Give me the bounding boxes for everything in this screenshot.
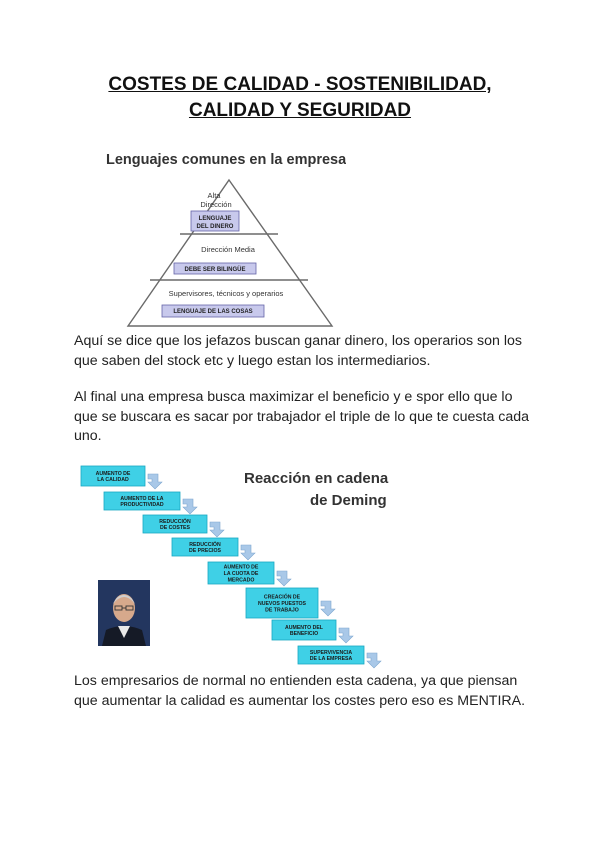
deming-step-text: PRODUCTIVIDAD (120, 502, 164, 509)
pyramid-mid-box-text: DEBE SER BILINGÜE (184, 267, 246, 273)
title-line-2: CALIDAD Y SEGURIDAD (188, 100, 412, 121)
deming-step-text: BENEFICIO (289, 631, 319, 638)
deming-step-text: DE COSTES (160, 525, 190, 532)
deming-step-text: REDUCCIÓN (189, 541, 221, 548)
deming-arrow (321, 601, 335, 616)
deming-title-line-1: Reacción en cadena (244, 470, 389, 487)
pyramid-top-label-2: Dirección (200, 200, 232, 209)
pyramid-diagram (96, 146, 346, 330)
deming-arrow (277, 571, 291, 586)
page-title (0, 72, 600, 124)
deming-portrait (98, 580, 150, 646)
deming-step-text: CREACIÓN DE (263, 594, 301, 601)
deming-arrow (367, 653, 381, 668)
deming-step-text: NUEVOS PUESTOS (257, 601, 307, 607)
deming-step-text: DE LA EMPRESA (309, 656, 353, 663)
pyramid-mid-label: Dirección Media (201, 245, 255, 254)
pyramid-heading: Lenguajes comunes en la empresa (106, 152, 346, 168)
deming-step-text: LA CUOTA DE (223, 571, 259, 577)
deming-step-text: LA CALIDAD (97, 477, 129, 484)
paragraph-3: Los empresarios de normal no entienden esta cadena, ya que piensan que aumentar la calidad es aumentar los costes pero eso es MENTIRA. (74, 673, 526, 709)
deming-arrow (241, 545, 255, 560)
deming-arrow (183, 499, 197, 514)
deming-step-text: REDUCCIÓN (159, 518, 191, 525)
pyramid-bottom-box-text: LENGUAJE DE LAS COSAS (173, 309, 253, 315)
portrait-image (98, 580, 150, 646)
deming-arrow (339, 628, 353, 643)
deming-arrow (210, 522, 224, 537)
paragraph-2: Al final una empresa busca maximizar el beneficio y e spor ello que lo que se buscara es sacar por trabajador el triple de lo que te cuesta cada uno. (74, 389, 530, 444)
deming-step-text: AUMENTO DE (95, 470, 131, 477)
deming-step-text: MERCADO (227, 577, 255, 584)
deming-title-line-2: de Deming (310, 492, 387, 509)
deming-step-text: DE PRECIOS (189, 548, 221, 555)
deming-arrow (148, 474, 162, 489)
deming-step-text: DE TRABAJO (265, 607, 299, 614)
paragraph-1: Aquí se dice que los jefazos buscan ganar dinero, los operarios son los que saben del stock etc y luego estan los intermediarios. (74, 333, 522, 369)
pyramid-bottom-label: Supervisores, técnicos y operarios (168, 289, 284, 298)
deming-step-text: AUMENTO DEL (285, 624, 323, 631)
pyramid-top-label-1: Alta (207, 191, 221, 200)
deming-step-text: AUMENTO DE (223, 564, 259, 571)
deming-step-text: AUMENTO DE LA (120, 495, 164, 502)
title-line-1: COSTES DE CALIDAD - SOSTENIBILIDAD, (108, 74, 492, 95)
pyramid-top-box-2: DEL DINERO (196, 224, 234, 230)
deming-step-text: SUPERVIVENCIA (309, 649, 353, 656)
pyramid-top-box-1: LENGUAJE (198, 216, 232, 222)
